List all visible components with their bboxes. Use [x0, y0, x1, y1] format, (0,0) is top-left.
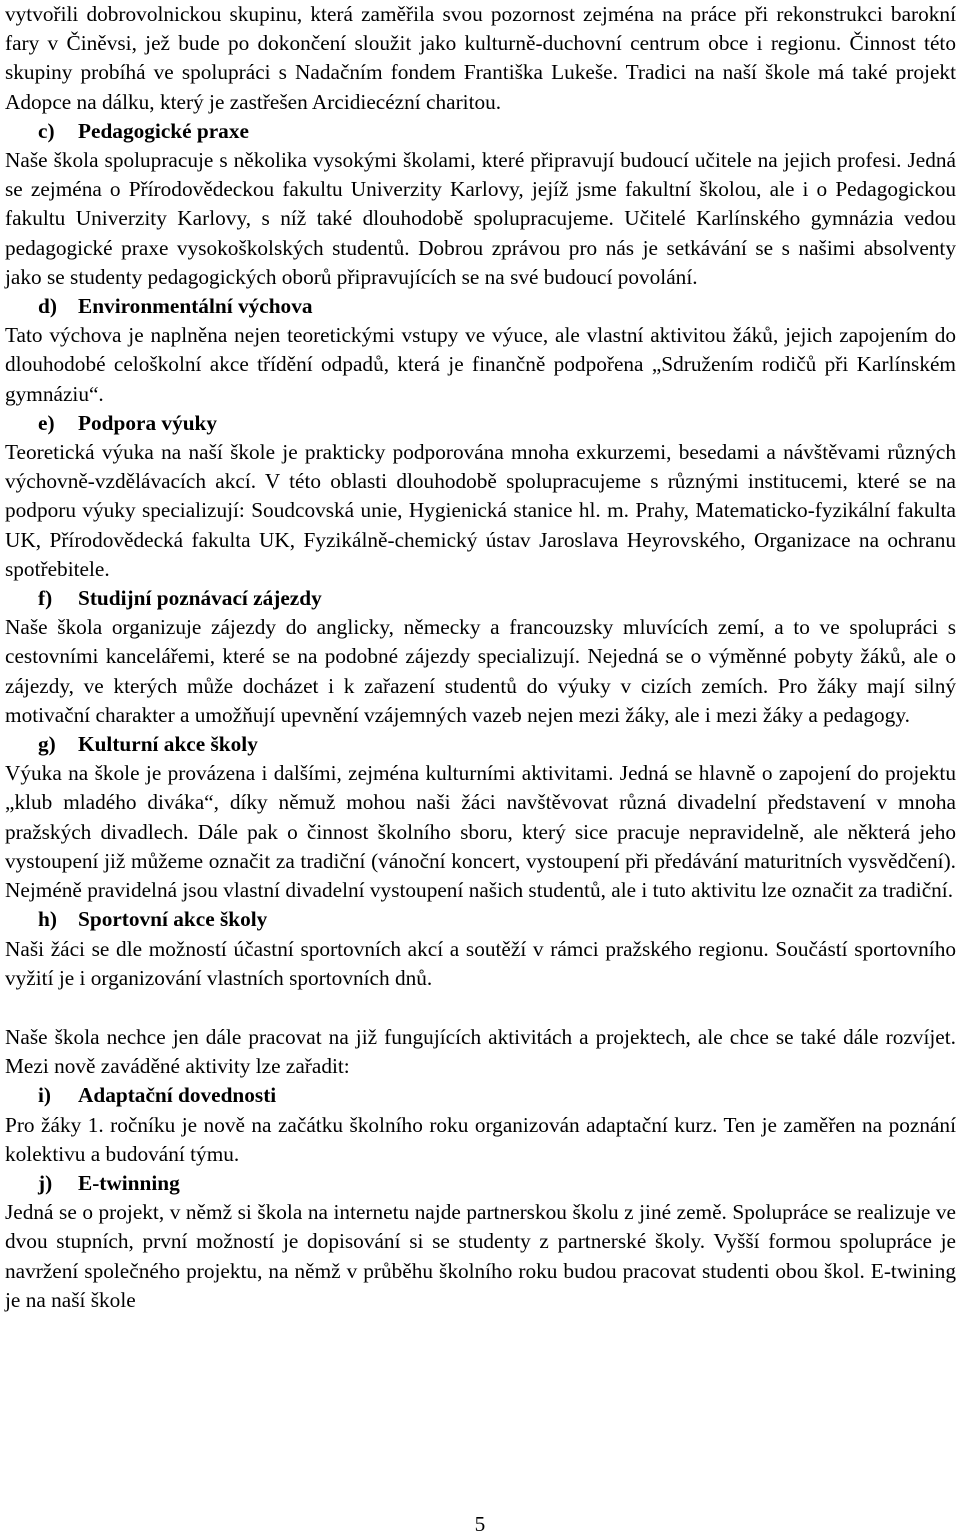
section-text: Teoretická výuka na naší škole je prakticky podporována mnoha exkurzemi, besedami a návštěvami různých výchovně-vzdělávacích akcí. V této oblasti dlouhodobě spolupracujeme s různými institucemi, které se na podporu výuky specializují: Soudcovská unie, Hygienická stanice hl. m. Prahy, Matematicko-fyzikální fakulta UK, Přírodovědecká fakulta UK, Fyzikálně-chemický ústav Jaroslava Heyrovského, Organizace na ochranu spotřebitele.	[5, 440, 956, 581]
section-label: d)	[38, 294, 57, 319]
section-heading	[5, 117, 956, 146]
section-title: Adaptační dovednosti	[78, 1083, 277, 1108]
section-label: e)	[38, 410, 55, 435]
section-label: i)	[38, 1083, 52, 1108]
section-e	[5, 409, 956, 584]
section-title: E-twinning	[78, 1170, 180, 1195]
document-page	[5, 0, 956, 1315]
section-text: Naše škola organizuje zájezdy do anglicky, německy a francouzsky mluvících zemí, a to ve spolupráci s cestovními kancelářemi, které se na podobné zájezdy specializují. Nejedná se o výměnné pobyty žáků, ale o zájezdy, ve kterých může docházet i k zařazení studentů do výuky v cizích zemích. Pro žáky mají silný motivační charakter a umožňují upevnění vzájemných vazeb nejen mezi žáky, ale i mezi žáky a pedagogy.	[5, 615, 956, 727]
section-title: Podpora výuky	[78, 410, 218, 435]
intro-paragraph: vytvořili dobrovolnickou skupinu, která zaměřila svou pozornost zejména na práce při rekonstrukci barokní fary v Činěvsi, jež bude po dokončení sloužit jako kulturně-duchovní centrum obce i regionu. Činnost této skupiny probíhá ve spolupráci s Nadačním fondem Františka Lukeše. Tradici na naší škole má také projekt Adopce na dálku, který je zastřešen Arcidiecézní charitou.	[5, 2, 956, 114]
section-heading	[5, 730, 956, 759]
section-heading	[5, 1081, 956, 1110]
section-d	[5, 292, 956, 409]
section-text: Tato výchova je naplněna nejen teoretickými vstupy ve výuce, ale vlastní aktivitou žáků, jejich zapojením do dlouhodobé celoškolní akce třídění odpadů, která je finančně podpořena „Sdružením rodičů při Karlínském gymnáziu“.	[5, 323, 956, 406]
section-label: c)	[38, 118, 55, 143]
section-heading	[5, 292, 956, 321]
section-text: Pro žáky 1. ročníku je nově na začátku školního roku organizován adaptační kurz. Ten je zaměřen na poznání kolektivu a budování týmu.	[5, 1112, 956, 1166]
section-f	[5, 584, 956, 730]
section-title: Environmentální výchova	[78, 294, 313, 319]
section-text: Výuka na škole je provázena i dalšími, zejména kulturními aktivitami. Jedná se hlavně o zapojení do projektu „klub mladého diváka“, díky němuž mohou naši žáci navštěvovat různá divadelní představení v mnoha pražských divadlech. Dále pak o činnost školního sboru, který sice pracuje nepravidelně, ale některá jeho vystoupení již můžeme označit za tradiční (vánoční koncert, vystoupení při předávání maturitních vysvědčení). Nejméně pravidelná jsou vlastní divadelní vystoupení našich studentů, ale i tuto aktivitu lze označit za tradiční.	[5, 761, 956, 903]
section-label: h)	[38, 907, 57, 932]
section-title: Pedagogické praxe	[78, 118, 249, 143]
section-title: Studijní poznávací zájezdy	[78, 586, 322, 611]
section-text: Jedná se o projekt, v němž si škola na internetu najde partnerskou školu z jiné země. Spolupráce se realizuje ve dvou stupních, první možností je dopisování si se studenty z partnerské školy. Vyšší formou spolupráce je navržení společného projektu, na němž v průběhu školního roku budou pracovat studenti obou škol. E-twining je na naší škole	[5, 1200, 956, 1312]
section-label: j)	[38, 1170, 53, 1195]
page-number: 5	[474, 1512, 486, 1536]
section-heading	[5, 409, 956, 438]
section-heading	[5, 905, 956, 934]
section-g	[5, 730, 956, 905]
section-c	[5, 117, 956, 292]
section-text: Naše škola spolupracuje s několika vysokými školami, které připravují budoucí učitele na jejich profesi. Jedná se zejména o Přírodovědeckou fakultu Univerzity Karlovy, jejíž jsme fakultní školou, ale i o Pedagogickou fakultu Univerzity Karlovy, s níž také dlouhodobě spolupracujeme. Učitelé Karlínského gymnázia vedou pedagogické praxe vysokoškolských studentů. Dobrou zprávou pro nás je setkávání se s našimi absolventy jako se studenty pedagogických oborů připravujících se na své budoucí povolání.	[5, 148, 956, 289]
middle-paragraph: Naše škola nechce jen dále pracovat na již fungujících aktivitách a projektech, ale chce se také dále rozvíjet. Mezi nově zaváděné aktivity lze zařadit:	[5, 1024, 956, 1079]
section-h	[5, 905, 956, 993]
section-heading	[5, 1169, 956, 1198]
section-j	[5, 1169, 956, 1315]
section-i	[5, 1081, 956, 1169]
paragraph-gap	[5, 993, 956, 1023]
section-text: Naši žáci se dle možností účastní sportovních akcí a soutěží v rámci pražského regionu. Součástí sportovního vyžití je i organizování vlastních sportovních dnů.	[5, 936, 956, 990]
section-label: f)	[38, 586, 53, 611]
section-label: g)	[38, 732, 56, 757]
section-heading	[5, 584, 956, 613]
section-title: Sportovní akce školy	[78, 907, 268, 932]
section-title: Kulturní akce školy	[78, 732, 258, 757]
